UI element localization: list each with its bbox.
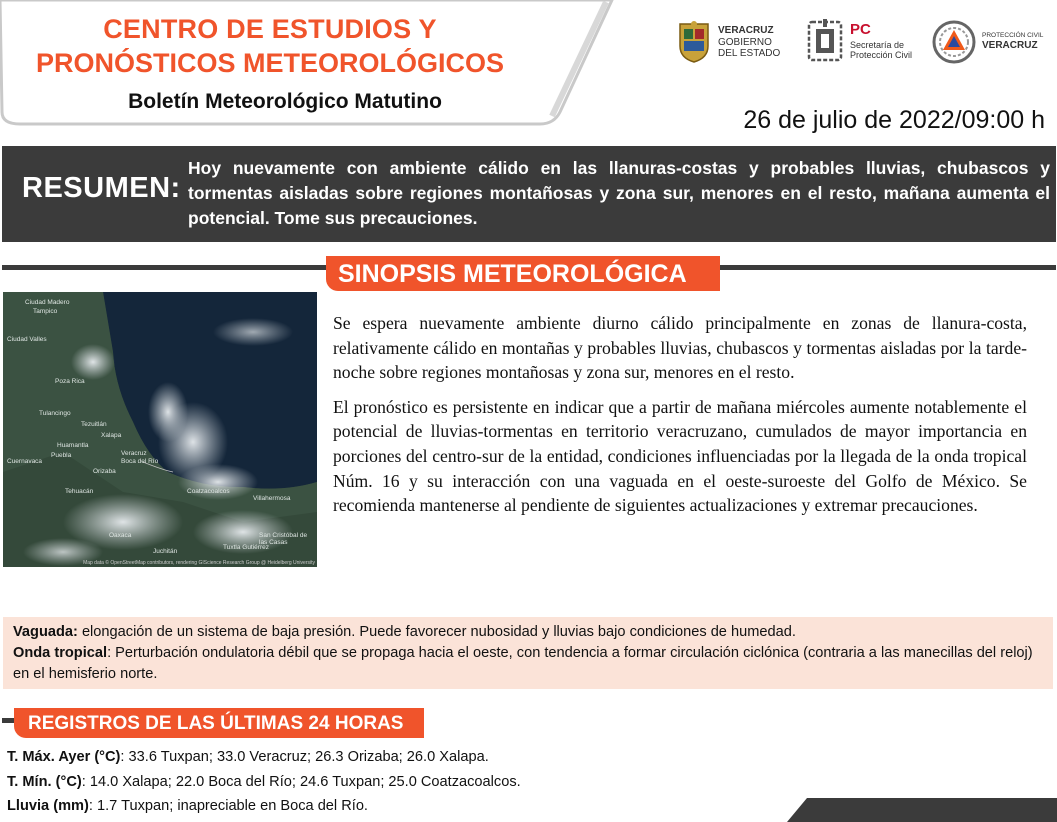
map-label: San Cristóbal de las Casas bbox=[259, 532, 308, 546]
proteccion-civil-veracruz-logo bbox=[932, 18, 1052, 66]
pc-logo-line2: Protección Civil bbox=[850, 50, 913, 60]
satellite-map bbox=[3, 292, 317, 567]
registro-label: Lluvia (mm) bbox=[7, 798, 89, 814]
pc-logo-line1: Secretaría de bbox=[850, 40, 905, 50]
sinopsis-divider-right bbox=[714, 265, 1056, 270]
map-label: Boca del Río bbox=[121, 458, 159, 465]
resumen-label: RESUMEN: bbox=[22, 172, 181, 204]
resumen-box bbox=[2, 146, 1056, 242]
map-label: Tehuacán bbox=[65, 488, 94, 495]
veracruz-logo-line2: GOBIERNO bbox=[718, 37, 772, 48]
registro-tmax bbox=[7, 745, 521, 770]
footer-corner-decoration bbox=[787, 798, 1057, 822]
map-label: Ciudad Madero bbox=[25, 299, 70, 306]
sinopsis-divider-left bbox=[2, 265, 332, 270]
map-label: Tezuitlán bbox=[81, 421, 107, 428]
glossary-term: Onda tropical bbox=[13, 645, 108, 661]
header-title-line2: PRONÓSTICOS METEOROLÓGICOS bbox=[35, 48, 505, 78]
glossary-definition: : Perturbación ondulatoria débil que se propaga hacia el oeste, con tendencia a formar circulación ciclónica (contraria a las manecillas del reloj) en el hemisferio norte. bbox=[13, 645, 1033, 682]
registro-value: : 1.7 Tuxpan; inapreciable en Boca del Río. bbox=[88, 798, 368, 814]
map-label: Huamantla bbox=[57, 442, 89, 449]
map-label: Cuernavaca bbox=[7, 458, 43, 465]
veracruz-logo-line1: VERACRUZ bbox=[718, 25, 774, 36]
map-label: Tuxtla Gutiérrez bbox=[223, 544, 269, 551]
bulletin-subtitle: Boletín Meteorológico Matutino bbox=[128, 90, 442, 113]
map-label: Juchitán bbox=[153, 548, 178, 555]
map-label: Xalapa bbox=[101, 432, 122, 439]
registro-value: : 33.6 Tuxpan; 33.0 Veracruz; 26.3 Orizaba; 26.0 Xalapa. bbox=[120, 749, 489, 765]
glossary-definition: elongación de un sistema de baja presión. Puede favorecer nubosidad y lluvias bajo condiciones de humedad. bbox=[77, 624, 796, 640]
header-title-line1: CENTRO DE ESTUDIOS Y bbox=[103, 14, 437, 44]
veracruz-shield-icon bbox=[676, 20, 712, 64]
map-attribution: Map data © OpenStreetMap contributors, rendering GIScience Research Group @ Heidelberg University bbox=[83, 560, 315, 566]
bulletin-date: 26 de julio de 2022/09:00 h bbox=[743, 106, 1045, 134]
map-label: Veracruz bbox=[121, 450, 147, 457]
pc-veracruz-emblem-icon bbox=[932, 20, 976, 64]
map-label: Ciudad Valles bbox=[7, 336, 47, 343]
resumen-text: Hoy nuevamente con ambiente cálido en las llanuras-costas y probables lluvias, chubascos y tormentas aisladas sobre regiones montañosas y zona sur, menores en el resto, mañana aumenta el potencial. Tome sus precauciones. bbox=[188, 158, 1050, 228]
registros-title: REGISTROS DE LAS ÚLTIMAS 24 HORAS bbox=[28, 713, 404, 734]
glossary-vaguada bbox=[13, 622, 1043, 643]
map-label: Tulancingo bbox=[39, 410, 71, 417]
sinopsis-paragraph-1: Se espera nuevamente ambiente diurno cálido principalmente en zonas de llanura-costa, relativamente cálido en montañas y probables lluvias, chubascos y tormentas aisladas por la tarde-noche sobre regiones montañosas y zona sur, menores en el resto. bbox=[333, 313, 1027, 383]
registro-label: T. Mín. (°C) bbox=[7, 773, 82, 790]
registro-lluvia bbox=[7, 794, 521, 819]
pc-logo-abbr: PC bbox=[850, 21, 871, 38]
veracruz-government-logo bbox=[676, 18, 796, 66]
map-label: Tampico bbox=[33, 308, 58, 315]
pcv-logo-line1: PROTECCIÓN CIVIL bbox=[982, 32, 1044, 39]
map-label: Puebla bbox=[51, 452, 72, 459]
registros-list bbox=[7, 745, 521, 819]
pc-shield-icon bbox=[806, 18, 844, 64]
map-label: Orizaba bbox=[93, 468, 116, 475]
glossary-onda-tropical bbox=[13, 643, 1043, 685]
sinopsis-paragraph-2: El pronóstico es persistente en indicar que a partir de mañana miércoles aumente notablemente el potencial de lluvias-tormentas en territorio veracruzano, cumulados de mayor importancia en porciones del centro-sur de la entidad, condiciones influenciadas por la llegada de la onda tropical Núm. 16 y su interacción con una vaguada en el oeste-suroeste del Golfo de México. Se recomienda mantenerse al pendiente de siguientes actualizaciones y extremar precauciones. bbox=[333, 396, 1027, 516]
glossary-term: Vaguada: bbox=[13, 624, 78, 640]
veracruz-logo-line3: DEL ESTADO bbox=[718, 48, 781, 59]
glossary-box bbox=[3, 617, 1053, 689]
pcv-logo-line2: VERACRUZ bbox=[982, 40, 1038, 51]
registro-tmin bbox=[7, 770, 521, 795]
map-label: Villahermosa bbox=[253, 495, 291, 502]
registro-value: : 14.0 Xalapa; 22.0 Boca del Río; 24.6 Tuxpan; 25.0 Coatzacoalcos. bbox=[81, 773, 521, 790]
sinopsis-body bbox=[333, 311, 1027, 528]
satellite-image bbox=[3, 292, 317, 567]
map-label: Poza Rica bbox=[55, 378, 85, 385]
map-label: Oaxaca bbox=[109, 532, 132, 539]
proteccion-civil-secretaria-logo bbox=[806, 18, 916, 66]
sinopsis-title: SINOPSIS METEOROLÓGICA bbox=[338, 260, 687, 288]
glossary-content bbox=[13, 622, 1043, 685]
registro-label: T. Máx. Ayer (°C) bbox=[7, 749, 121, 765]
map-label: Coatzacoalcos bbox=[187, 488, 230, 495]
